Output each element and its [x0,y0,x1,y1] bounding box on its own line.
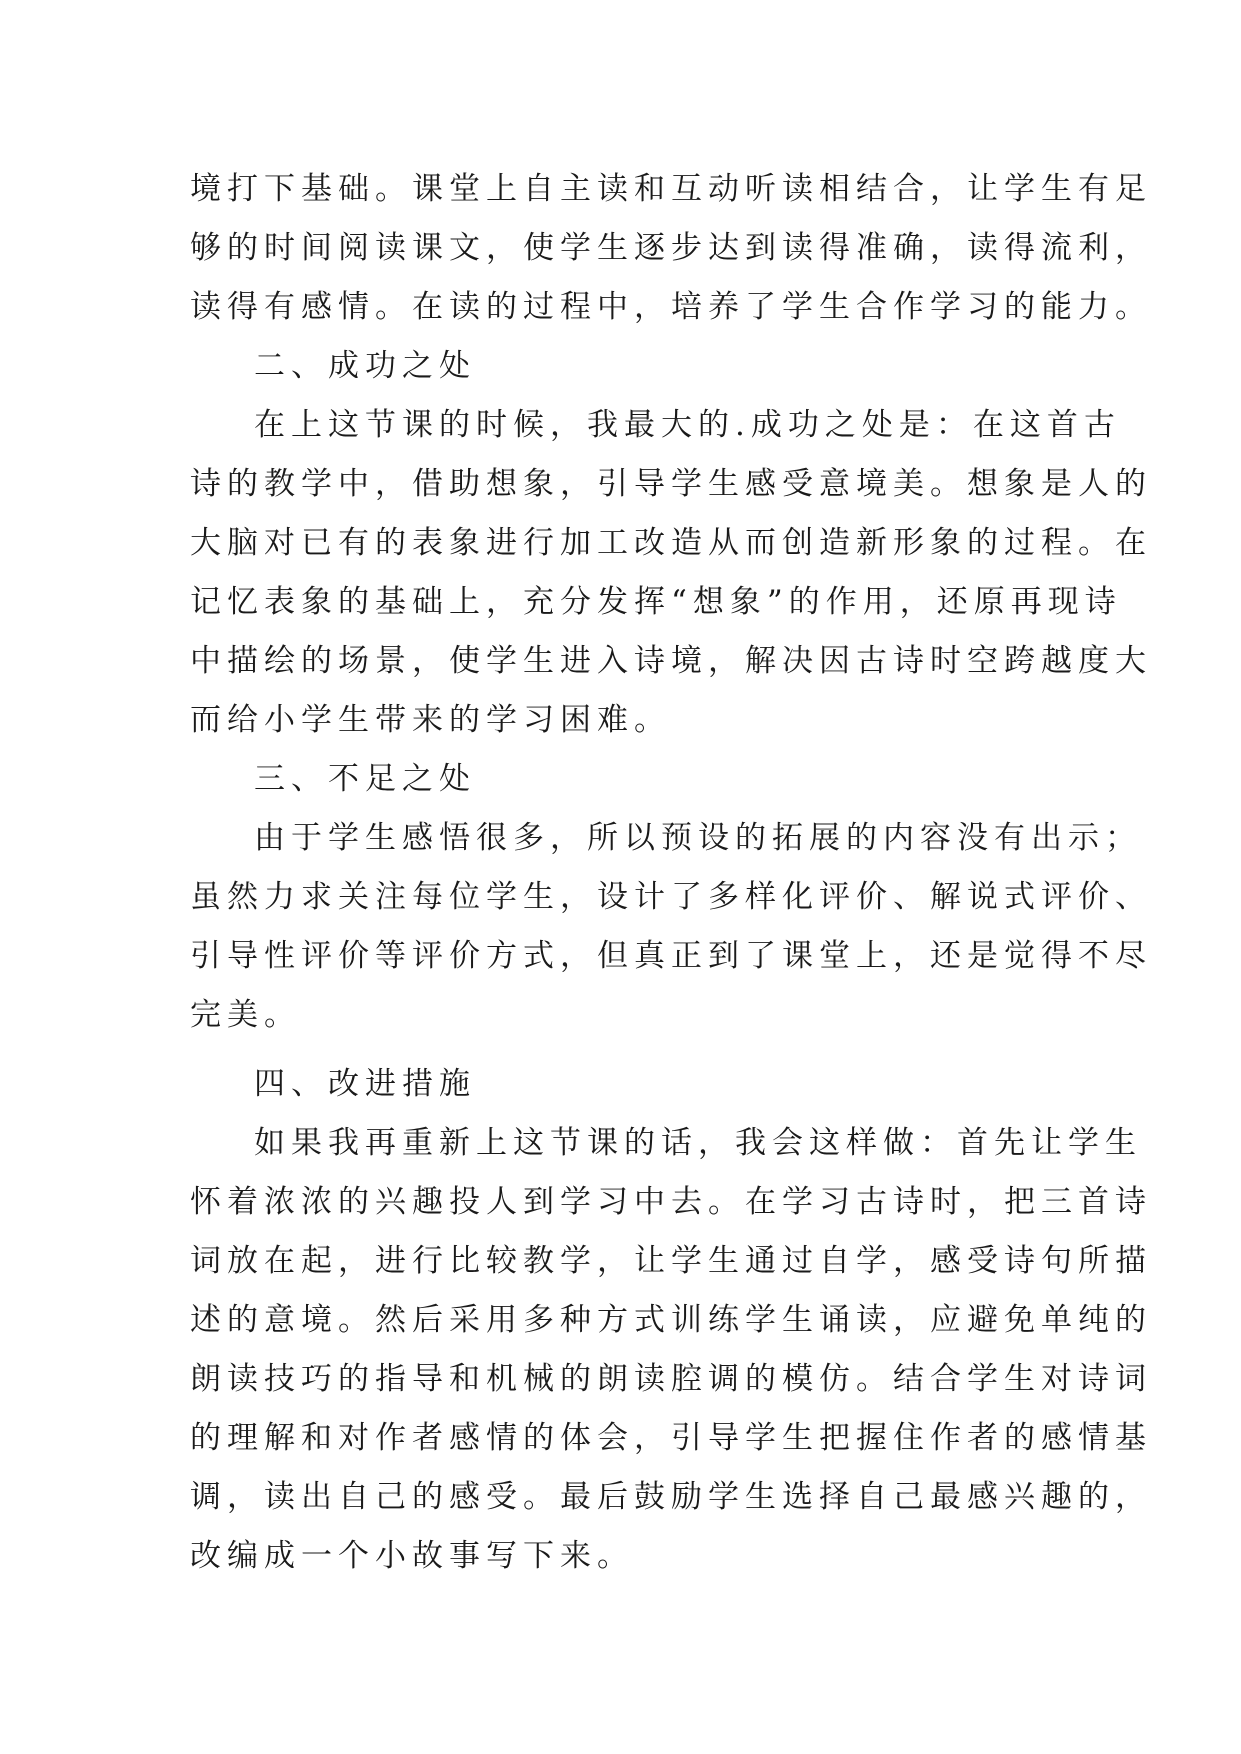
section-heading-improvements: 四、改进措施 [254,1066,476,1102]
paragraph-line: 诗的教学中，借助想象，引导学生感受意境美。想象是人的 [190,466,1152,502]
paragraph-line: 读得有感情。在读的过程中，培养了学生合作学习的能力。 [190,289,1152,325]
paragraph-gap [190,1045,1070,1055]
paragraph-line: 朗读技巧的指导和机械的朗读腔调的模仿。结合学生对诗词 [190,1361,1152,1397]
paragraph-line: 记忆表象的基础上，充分发挥“想象”的作用，还原再现诗 [190,584,1122,620]
paragraph-line: 够的时间阅读课文，使学生逐步达到读得准确，读得流利， [190,230,1152,266]
section-heading-shortcomings: 三、不足之处 [254,761,476,797]
paragraph-line: 词放在起，进行比较教学，让学生通过自学，感受诗句所描 [190,1243,1152,1279]
paragraph-line: 改编成一个小故事写下来。 [190,1538,634,1574]
paragraph-line: 的理解和对作者感情的体会，引导学生把握住作者的感情基 [190,1420,1152,1456]
paragraph-line: 完美。 [190,997,301,1033]
paragraph-line: 述的意境。然后采用多种方式训练学生诵读，应避免单纯的 [190,1302,1152,1338]
paragraph-line: 如果我再重新上这节课的话，我会这样做：首先让学生 [254,1125,1142,1161]
paragraph-line: 在上这节课的时候，我最大的.成功之处是：在这首古 [254,407,1121,443]
document-body [190,160,1152,1586]
paragraph-line: 而给小学生带来的学习困难。 [190,702,671,738]
paragraph-line: 调，读出自己的感受。最后鼓励学生选择自己最感兴趣的， [190,1479,1152,1515]
paragraph-line: 境打下基础。课堂上自主读和互动听读相结合，让学生有足 [190,171,1152,207]
paragraph-line: 由于学生感悟很多，所以预设的拓展的内容没有出示； [254,820,1142,856]
paragraph-line: 中描绘的场景，使学生进入诗境，解决因古诗时空跨越度大 [190,643,1152,679]
paragraph-line: 大脑对已有的表象进行加工改造从而创造新形象的过程。在 [190,525,1152,561]
paragraph-line: 怀着浓浓的兴趣投人到学习中去。在学习古诗时，把三首诗 [190,1184,1152,1220]
paragraph-line: 引导性评价等评价方式，但真正到了课堂上，还是觉得不尽 [190,938,1152,974]
section-heading-success: 二、成功之处 [254,348,476,384]
paragraph-line: 虽然力求关注每位学生，设计了多样化评价、解说式评价、 [190,879,1152,915]
